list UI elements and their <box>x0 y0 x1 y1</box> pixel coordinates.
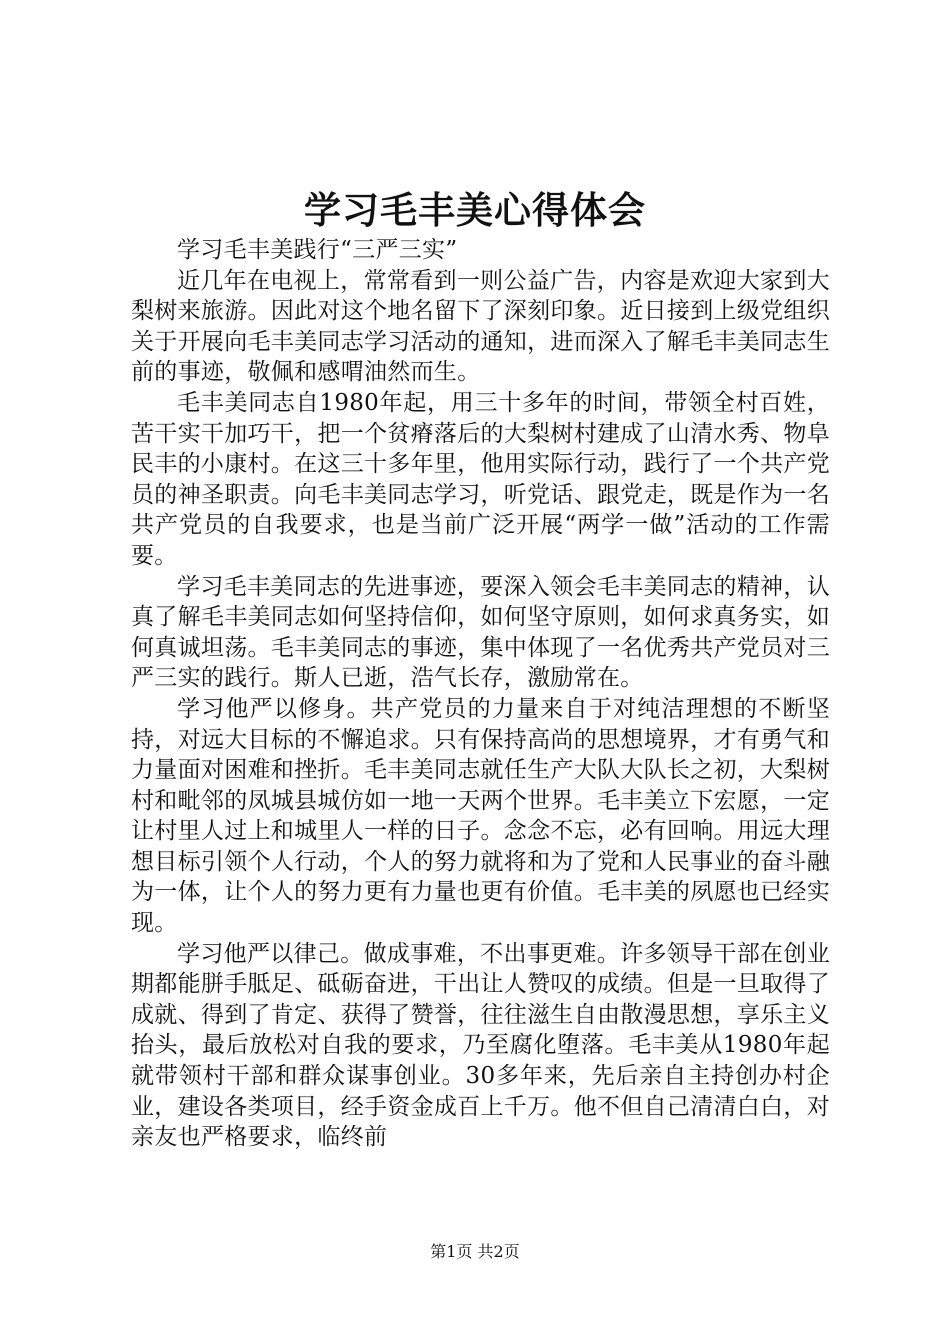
paragraph: 学习他严以修身。共产党员的力量来自于对纯洁理想的不断坚持，对远大目标的不懈追求。只有保持高尚的思想境界，才有勇气和力量面对困难和挫折。毛丰美同志就任生产大队大队长之初，大梨树村和毗邻的凤城县城仿如一地一天两个世界。毛丰美立下宏愿，一定让村里人过上和城里人一样的日子。念念不忘，必有回响。用远大理想目标引领个人行动，个人的努力就将和为了党和人民事业的奋斗融为一体，让个人的努力更有力量也更有价值。毛丰美的夙愿也已经实现。 <box>131 695 830 937</box>
paragraph: 学习毛丰美同志的先进事迹，要深入领会毛丰美同志的精神，认真了解毛丰美同志如何坚持信仰，如何坚守原则，如何求真务实，如何真诚坦荡。毛丰美同志的事迹，集中体现了一名优秀共产党员对三严三实的践行。斯人已逝，浩气长存，激励常在。 <box>131 573 830 692</box>
page-number-footer: 第1页 共2页 <box>430 1242 520 1261</box>
paragraph: 毛丰美同志自1980年起，用三十多年的时间，带领全村百姓，苦干实干加巧干，把一个贫瘠落后的大梨树村建成了山清水秀、物阜民丰的小康村。在这三十多年里，他用实际行动，践行了一个共产党员的神圣职责。向毛丰美同志学习，听党话、跟党走，既是作为一名共产党员的自我要求，也是当前广泛开展“两学一做”活动的工作需要。 <box>131 389 830 569</box>
document-title: 学习毛丰美心得体会 <box>304 188 646 232</box>
paragraph: 近几年在电视上，常常看到一则公益广告，内容是欢迎大家到大梨树来旅游。因此对这个地名留下了深刻印象。近日接到上级党组织关于开展向毛丰美同志学习活动的通知，进而深入了解毛丰美同志生前的事迹，敬佩和感喟油然而生。 <box>131 267 830 386</box>
paragraph: 学习他严以律己。做成事难，不出事更难。许多领导干部在创业期都能胼手胝足、砥砺奋进，干出让人赞叹的成绩。但是一旦取得了成就、得到了肯定、获得了赞誉，往往滋生自由散漫思想，享乐主义抬头，最后放松对自我的要求，乃至腐化堕落。毛丰美从1980年起就带领村干部和群众谋事创业。30多年来，先后亲自主持创办村企业，建设各类项目，经手资金成百上千万。他不但自己清清白白，对亲友也严格要求，临终前 <box>131 940 830 1151</box>
document-body <box>131 235 830 1153</box>
paragraph-subtitle: 学习毛丰美践行“三严三实” <box>177 237 458 263</box>
